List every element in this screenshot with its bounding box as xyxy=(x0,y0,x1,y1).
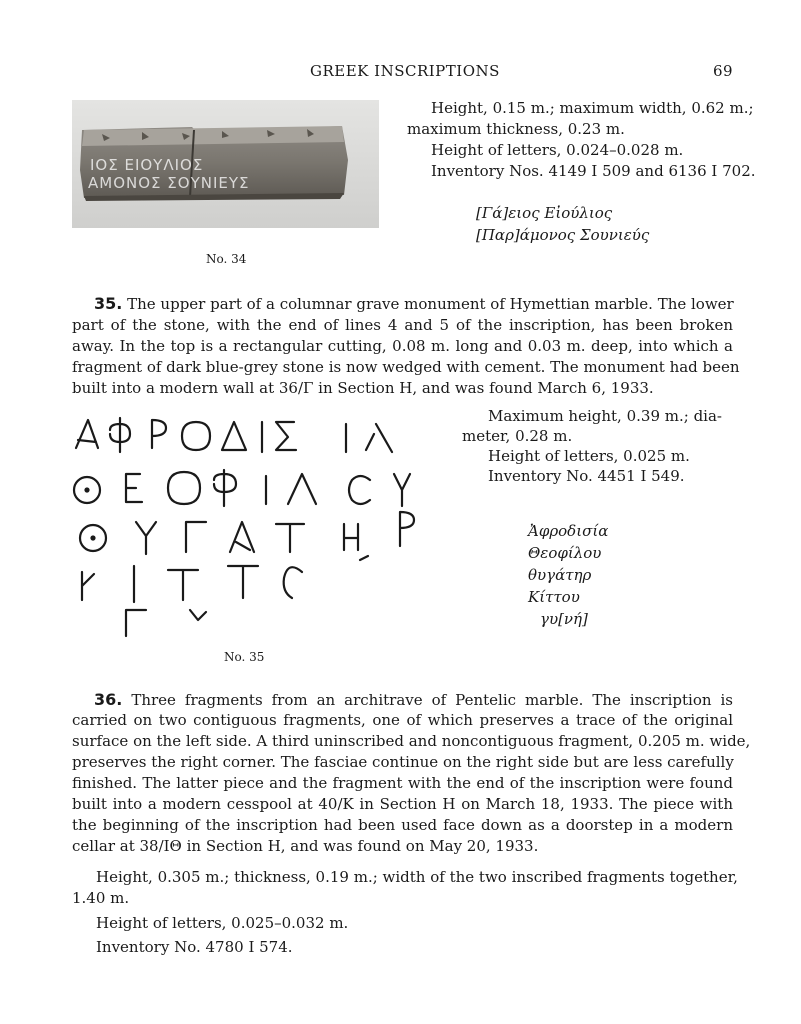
para-36-line-7: the beginning of the inscription had been used face down as a doorstep in a modern xyxy=(72,816,733,834)
dims-36-line-1: Height, 0.305 m.; thickness, 0.19 m.; width of the two inscribed fragments together, xyxy=(96,868,738,886)
para-35-line-2: part of the stone, with the end of lines 4 and 5 of the inscription, has been broken xyxy=(72,316,733,334)
detail-34-4: Inventory Nos. 4149 I 509 and 6136 I 702. xyxy=(431,162,756,180)
caption-34: No. 34 xyxy=(206,252,247,266)
greek-35-4: Κίττου xyxy=(528,588,580,606)
para-36-line-8: cellar at 38/ΙΘ in Section H, and was found on May 20, 1933. xyxy=(72,837,539,855)
greek-35-2: Θεοφίλου xyxy=(528,544,602,562)
para-36-line-1 xyxy=(72,689,733,711)
para-35-line-1 xyxy=(72,293,733,315)
greek-35-5: γυ[νή] xyxy=(540,610,588,628)
detail-35-4: Inventory No. 4451 I 549. xyxy=(488,467,685,485)
detail-34-3: Height of letters, 0.024–0.028 m. xyxy=(431,141,684,159)
para-35-line-5: built into a modern wall at 36/Γ in Section H, and was found March 6, 1933. xyxy=(72,379,654,397)
page-number: 69 xyxy=(713,62,734,80)
entry-number-36: 36. xyxy=(94,690,123,709)
photo-line-1: ΙΟΣ ΕΙΟΥΛΙΟΣ xyxy=(90,156,204,174)
greek-35-1: Ἀφροδισία xyxy=(528,522,609,540)
inventory-36: Inventory No. 4780 I 574. xyxy=(96,938,293,956)
letters-36: Height of letters, 0.025–0.032 m. xyxy=(96,914,349,932)
inscription-photo-34 xyxy=(72,100,379,228)
para-36-line-3: surface on the left side. A third uninscribed and noncontiguous fragment, 0.205 m. wide, xyxy=(72,732,751,750)
greek-34-2: [Παρ]άμονος Σουνιεύς xyxy=(476,226,650,244)
para-36-line-4: preserves the right corner. The fasciae continue on the right side but are less carefully xyxy=(72,753,734,771)
detail-34-1: Height, 0.15 m.; maximum width, 0.62 m.; xyxy=(431,99,754,117)
greek-35-3: θυγάτηρ xyxy=(528,566,592,584)
caption-35: No. 35 xyxy=(224,650,265,664)
para-35-text-1: The upper part of a columnar grave monument of Hymettian marble. The lower xyxy=(127,295,734,313)
detail-35-2: meter, 0.28 m. xyxy=(462,427,573,445)
detail-35-1: Maximum height, 0.39 m.; dia- xyxy=(488,407,722,425)
photo-line-2: ΑΜΟΝΟΣ ΣΟΥΝΙΕΥΣ xyxy=(88,174,250,192)
inscription-drawing-35 xyxy=(70,410,440,640)
para-36-line-5: finished. The latter piece and the fragment with the end of the inscription were found xyxy=(72,774,733,792)
detail-35-3: Height of letters, 0.025 m. xyxy=(488,447,690,465)
greek-34-1: [Γά]ειος Εἰούλιος xyxy=(476,204,613,222)
running-header-title: GREEK INSCRIPTIONS xyxy=(310,62,500,80)
para-35-line-4: fragment of dark blue-grey stone is now wedged with cement. The monument had been xyxy=(72,358,740,376)
para-35-line-3: away. In the top is a rectangular cutting, 0.08 m. long and 0.03 m. deep, into which a xyxy=(72,337,733,355)
dims-36-line-2: 1.40 m. xyxy=(72,889,130,907)
entry-number-35: 35. xyxy=(94,294,123,313)
para-36-line-6: built into a modern cesspool at 40/K in Section H on March 18, 1933. The piece with xyxy=(72,795,733,813)
para-36-text-1: Three fragments from an architrave of Pentelic marble. The inscription is xyxy=(131,691,733,709)
para-36-line-2: carried on two contiguous fragments, one of which preserves a trace of the original xyxy=(72,711,733,729)
detail-34-2: maximum thickness, 0.23 m. xyxy=(407,120,625,138)
